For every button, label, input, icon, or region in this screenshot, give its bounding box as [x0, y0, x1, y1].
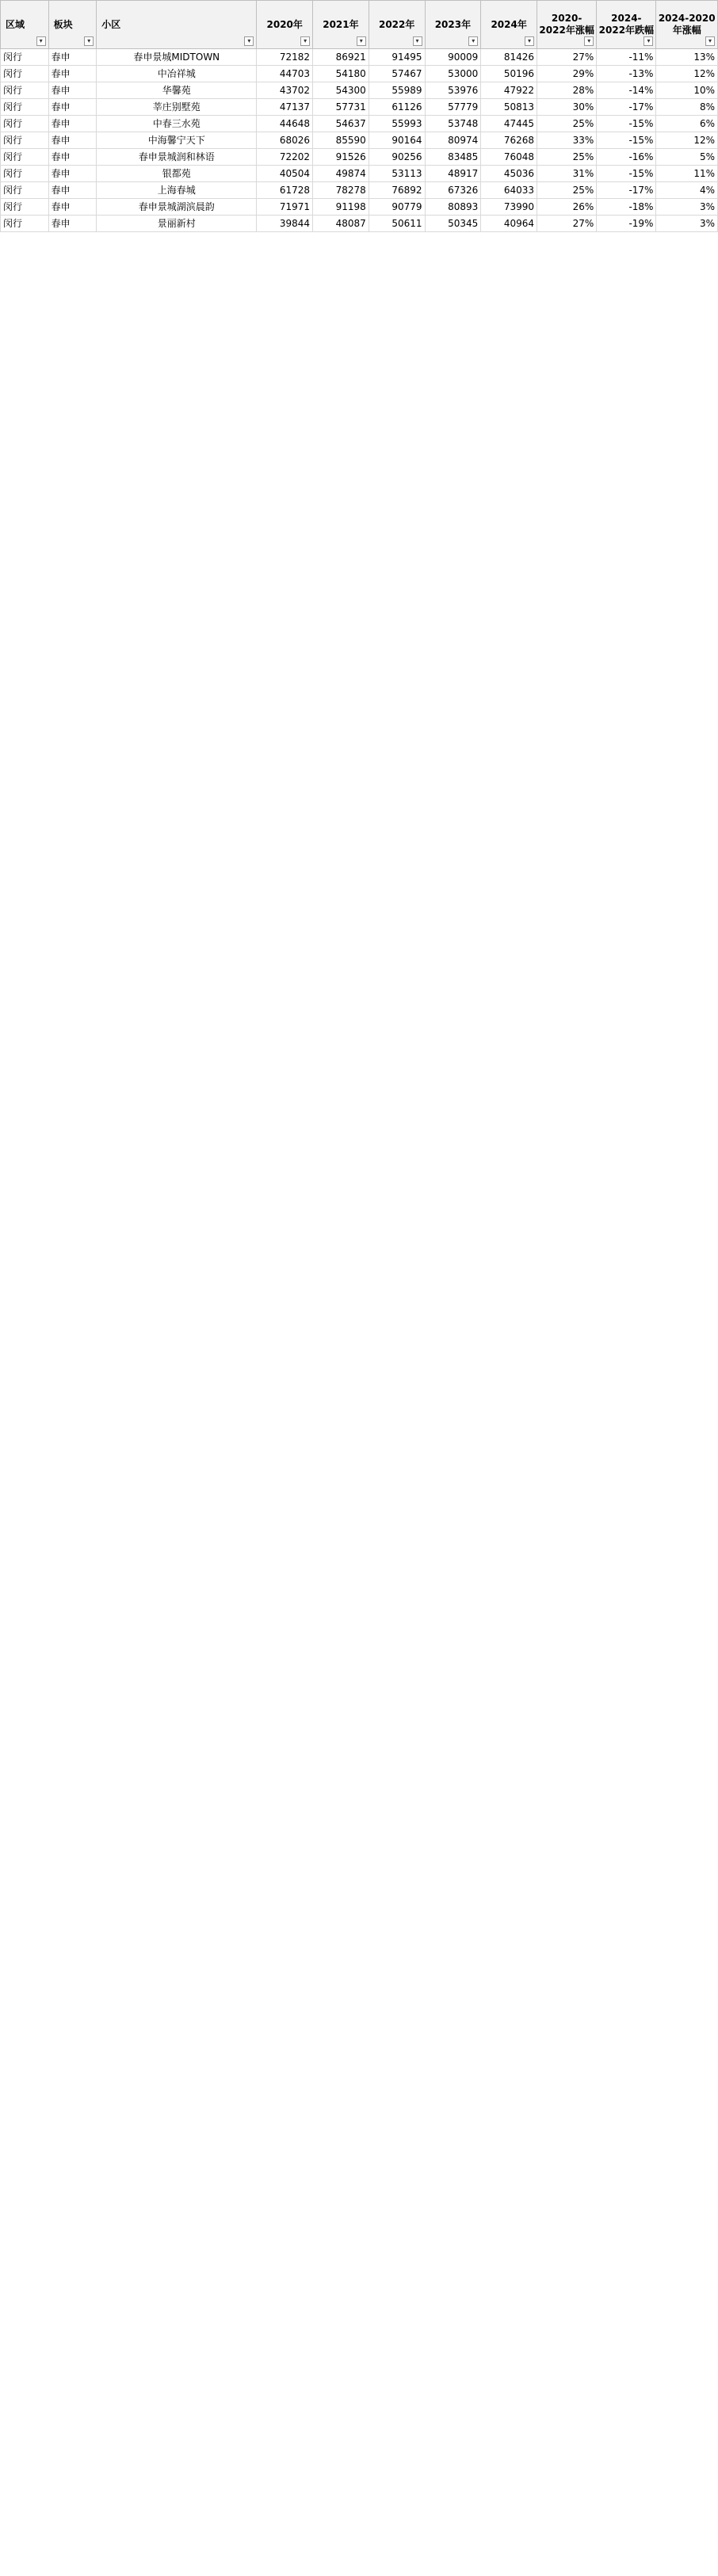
header-label: 2024-2022年跌幅 [598, 13, 655, 36]
header-label: 2020年 [266, 18, 303, 30]
cell-2022[interactable]: 90256 [369, 149, 425, 166]
header-district[interactable] [1, 1, 49, 49]
cell-change-2024-2020[interactable]: 12% [656, 66, 718, 82]
cell-2021[interactable]: 54637 [313, 116, 369, 132]
header-block[interactable] [48, 1, 97, 49]
cell-change-2024-2022[interactable]: -15% [597, 116, 656, 132]
cell-change-2020-2022[interactable]: 26% [537, 199, 597, 216]
filter-dropdown-icon[interactable]: ▾ [644, 36, 653, 46]
table-body [1, 49, 718, 232]
header-community[interactable] [97, 1, 257, 49]
cell-change-2020-2022[interactable]: 30% [537, 99, 597, 116]
cell-change-2024-2020[interactable]: 13% [656, 49, 718, 66]
cell-community[interactable]: 莘庄别墅苑 [97, 99, 257, 116]
cell-community[interactable]: 银都苑 [97, 166, 257, 182]
cell-2022[interactable]: 90779 [369, 199, 425, 216]
cell-2020[interactable]: 44703 [257, 66, 313, 82]
cell-2023[interactable]: 50345 [425, 216, 481, 232]
cell-change-2020-2022[interactable]: 25% [537, 116, 597, 132]
table-row [1, 199, 718, 216]
cell-community[interactable]: 中冶祥城 [97, 66, 257, 82]
cell-change-2024-2022[interactable]: -15% [597, 132, 656, 149]
cell-2022[interactable]: 90164 [369, 132, 425, 149]
header-2021[interactable] [313, 1, 369, 49]
cell-change-2020-2022[interactable]: 27% [537, 49, 597, 66]
cell-change-2020-2022[interactable]: 25% [537, 149, 597, 166]
table-row [1, 66, 718, 82]
cell-community[interactable]: 春申景城MIDTOWN [97, 49, 257, 66]
cell-district[interactable]: 闵行 [1, 132, 49, 149]
cell-district[interactable]: 闵行 [1, 199, 49, 216]
cell-district[interactable]: 闵行 [1, 216, 49, 232]
cell-2024[interactable]: 47445 [481, 116, 537, 132]
cell-community[interactable]: 景丽新村 [97, 216, 257, 232]
cell-change-2020-2022[interactable]: 25% [537, 182, 597, 199]
cell-change-2024-2022[interactable]: -17% [597, 182, 656, 199]
cell-2021[interactable]: 78278 [313, 182, 369, 199]
filter-dropdown-icon[interactable]: ▾ [357, 36, 366, 46]
cell-2023[interactable]: 57779 [425, 99, 481, 116]
header-label: 2021年 [323, 18, 359, 30]
cell-2024[interactable]: 81426 [481, 49, 537, 66]
cell-2023[interactable]: 53748 [425, 116, 481, 132]
table-row [1, 99, 718, 116]
cell-change-2024-2020[interactable]: 3% [656, 216, 718, 232]
cell-district[interactable]: 闵行 [1, 116, 49, 132]
cell-2020[interactable]: 68026 [257, 132, 313, 149]
cell-2023[interactable]: 83485 [425, 149, 481, 166]
cell-community[interactable]: 华馨苑 [97, 82, 257, 99]
cell-2020[interactable]: 47137 [257, 99, 313, 116]
filter-dropdown-icon[interactable]: ▾ [36, 36, 46, 46]
cell-block[interactable]: 春申 [48, 82, 97, 99]
cell-change-2024-2020[interactable]: 12% [656, 132, 718, 149]
cell-2023[interactable]: 80974 [425, 132, 481, 149]
table-row [1, 116, 718, 132]
cell-change-2020-2022[interactable]: 27% [537, 216, 597, 232]
cell-2021[interactable]: 49874 [313, 166, 369, 182]
cell-district[interactable]: 闵行 [1, 99, 49, 116]
cell-2020[interactable]: 71971 [257, 199, 313, 216]
table-row [1, 166, 718, 182]
header-label: 板块 [53, 18, 73, 30]
cell-change-2024-2020[interactable]: 4% [656, 182, 718, 199]
cell-change-2024-2022[interactable]: -18% [597, 199, 656, 216]
cell-district[interactable]: 闵行 [1, 149, 49, 166]
cell-2022[interactable]: 57467 [369, 66, 425, 82]
cell-change-2024-2022[interactable]: -11% [597, 49, 656, 66]
cell-2024[interactable]: 64033 [481, 182, 537, 199]
cell-change-2020-2022[interactable]: 29% [537, 66, 597, 82]
cell-block[interactable]: 春申 [48, 199, 97, 216]
filter-dropdown-icon[interactable]: ▾ [705, 36, 715, 46]
cell-2020[interactable]: 61728 [257, 182, 313, 199]
cell-2021[interactable]: 54180 [313, 66, 369, 82]
cell-change-2020-2022[interactable]: 28% [537, 82, 597, 99]
cell-2020[interactable]: 43702 [257, 82, 313, 99]
cell-2021[interactable]: 54300 [313, 82, 369, 99]
cell-2024[interactable]: 76048 [481, 149, 537, 166]
header-label: 区域 [6, 18, 25, 30]
header-change-2024-2020[interactable] [656, 1, 718, 49]
cell-2022[interactable]: 61126 [369, 99, 425, 116]
cell-2022[interactable]: 53113 [369, 166, 425, 182]
header-2024[interactable] [481, 1, 537, 49]
cell-2022[interactable]: 76892 [369, 182, 425, 199]
cell-block[interactable]: 春申 [48, 116, 97, 132]
cell-district[interactable]: 闵行 [1, 182, 49, 199]
cell-change-2024-2022[interactable]: -19% [597, 216, 656, 232]
cell-community[interactable]: 春申景城湖滨晨韵 [97, 199, 257, 216]
table-row [1, 182, 718, 199]
header-label: 2022年 [378, 18, 415, 30]
cell-2023[interactable]: 67326 [425, 182, 481, 199]
cell-2024[interactable]: 73990 [481, 199, 537, 216]
cell-block[interactable]: 春申 [48, 66, 97, 82]
cell-2024[interactable]: 50813 [481, 99, 537, 116]
cell-2024[interactable]: 47922 [481, 82, 537, 99]
cell-2020[interactable]: 72182 [257, 49, 313, 66]
cell-2023[interactable]: 90009 [425, 49, 481, 66]
cell-community[interactable]: 春申景城润和林语 [97, 149, 257, 166]
cell-change-2024-2020[interactable]: 8% [656, 99, 718, 116]
header-change-2020-2022[interactable] [537, 1, 597, 49]
cell-2024[interactable]: 76268 [481, 132, 537, 149]
cell-2020[interactable]: 44648 [257, 116, 313, 132]
filter-dropdown-icon[interactable]: ▾ [300, 36, 310, 46]
header-row [1, 1, 718, 49]
cell-2021[interactable]: 91198 [313, 199, 369, 216]
cell-change-2024-2020[interactable]: 10% [656, 82, 718, 99]
cell-2022[interactable]: 55989 [369, 82, 425, 99]
table-row [1, 49, 718, 66]
cell-change-2024-2022[interactable]: -16% [597, 149, 656, 166]
cell-change-2024-2020[interactable]: 3% [656, 199, 718, 216]
cell-2021[interactable]: 48087 [313, 216, 369, 232]
filter-dropdown-icon[interactable]: ▾ [525, 36, 534, 46]
table-row [1, 216, 718, 232]
cell-change-2024-2020[interactable]: 6% [656, 116, 718, 132]
filter-dropdown-icon[interactable]: ▾ [84, 36, 94, 46]
cell-district[interactable]: 闵行 [1, 166, 49, 182]
cell-change-2024-2022[interactable]: -14% [597, 82, 656, 99]
cell-change-2024-2022[interactable]: -15% [597, 166, 656, 182]
cell-change-2020-2022[interactable]: 31% [537, 166, 597, 182]
cell-community[interactable]: 中海馨宁天下 [97, 132, 257, 149]
header-label: 2020-2022年涨幅 [539, 13, 594, 36]
header-2023[interactable] [425, 1, 481, 49]
cell-2022[interactable]: 50611 [369, 216, 425, 232]
cell-block[interactable]: 春申 [48, 182, 97, 199]
cell-community[interactable]: 上海春城 [97, 182, 257, 199]
cell-2023[interactable]: 48917 [425, 166, 481, 182]
cell-2020[interactable]: 40504 [257, 166, 313, 182]
cell-2023[interactable]: 80893 [425, 199, 481, 216]
cell-2023[interactable]: 53000 [425, 66, 481, 82]
filter-dropdown-icon[interactable]: ▾ [468, 36, 478, 46]
spreadsheet [0, 0, 718, 232]
header-label: 2024年 [491, 18, 527, 30]
price-table [0, 0, 718, 232]
header-change-2024-2022[interactable] [597, 1, 656, 49]
cell-change-2024-2020[interactable]: 5% [656, 149, 718, 166]
cell-block[interactable]: 春申 [48, 216, 97, 232]
filter-dropdown-icon[interactable]: ▾ [244, 36, 254, 46]
cell-2022[interactable]: 55993 [369, 116, 425, 132]
header-2022[interactable] [369, 1, 425, 49]
cell-2024[interactable]: 40964 [481, 216, 537, 232]
cell-change-2024-2022[interactable]: -13% [597, 66, 656, 82]
cell-block[interactable]: 春申 [48, 149, 97, 166]
cell-change-2020-2022[interactable]: 33% [537, 132, 597, 149]
cell-2021[interactable]: 85590 [313, 132, 369, 149]
cell-block[interactable]: 春申 [48, 132, 97, 149]
cell-district[interactable]: 闵行 [1, 82, 49, 99]
cell-2021[interactable]: 57731 [313, 99, 369, 116]
cell-block[interactable]: 春申 [48, 166, 97, 182]
table-row [1, 132, 718, 149]
cell-change-2024-2022[interactable]: -17% [597, 99, 656, 116]
cell-2023[interactable]: 53976 [425, 82, 481, 99]
header-label: 2023年 [434, 18, 472, 30]
header-label: 2024-2020年涨幅 [658, 13, 716, 36]
cell-2024[interactable]: 50196 [481, 66, 537, 82]
cell-2022[interactable]: 91495 [369, 49, 425, 66]
header-label: 小区 [101, 18, 121, 30]
cell-district[interactable]: 闵行 [1, 66, 49, 82]
table-row [1, 149, 718, 166]
cell-2020[interactable]: 72202 [257, 149, 313, 166]
cell-community[interactable]: 中春三水苑 [97, 116, 257, 132]
cell-block[interactable]: 春申 [48, 99, 97, 116]
cell-2020[interactable]: 39844 [257, 216, 313, 232]
cell-change-2024-2020[interactable]: 11% [656, 166, 718, 182]
filter-dropdown-icon[interactable]: ▾ [584, 36, 594, 46]
header-2020[interactable] [257, 1, 313, 49]
cell-2021[interactable]: 86921 [313, 49, 369, 66]
cell-district[interactable]: 闵行 [1, 49, 49, 66]
table-row [1, 82, 718, 99]
filter-dropdown-icon[interactable]: ▾ [413, 36, 422, 46]
cell-block[interactable]: 春申 [48, 49, 97, 66]
cell-2021[interactable]: 91526 [313, 149, 369, 166]
cell-2024[interactable]: 45036 [481, 166, 537, 182]
